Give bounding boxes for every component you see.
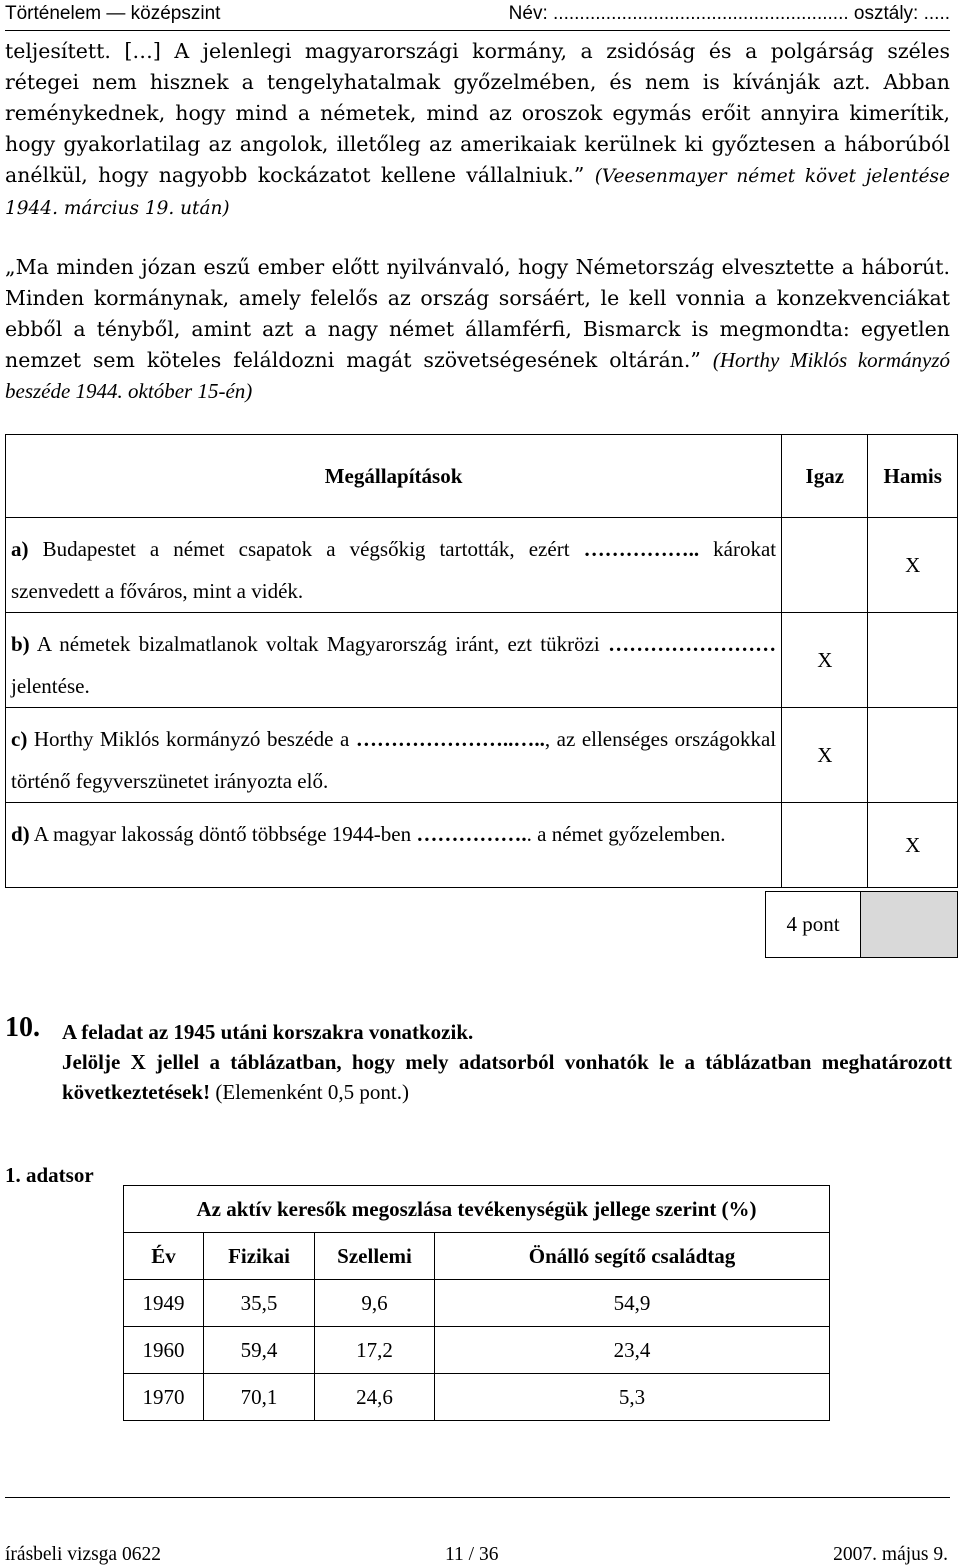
- statement-a-false-cell[interactable]: X: [868, 518, 958, 613]
- col-intellectual: Szellemi: [315, 1233, 435, 1280]
- data-table-caption: Az aktív keresők megoszlása tevékenységük jellege szerint (%): [124, 1186, 830, 1233]
- statement-b-true-cell[interactable]: X: [782, 613, 868, 708]
- statement-d-false-cell[interactable]: X: [868, 803, 958, 888]
- header-name-class: Név: ........................................................ osztály: .....: [508, 3, 950, 24]
- statement-row-b: [6, 613, 958, 708]
- col-physical: Fizikai: [204, 1233, 315, 1280]
- page-header: [5, 0, 950, 31]
- footer-page: 11 / 36: [445, 1544, 499, 1565]
- statement-a-true-cell[interactable]: [782, 518, 868, 613]
- table-row: [124, 1280, 830, 1327]
- col-year: Év: [124, 1233, 204, 1280]
- table-cell: 23,4: [435, 1327, 830, 1374]
- footer-date: 2007. május 9.: [833, 1544, 948, 1565]
- table-cell: 24,6: [315, 1374, 435, 1421]
- source-citation-2: (Horthy Miklós kormányzó beszéde 1944. október 15-én): [5, 348, 950, 403]
- statements-header-row: [6, 435, 958, 518]
- table-cell: 17,2: [315, 1327, 435, 1374]
- header-true: Igaz: [782, 435, 868, 518]
- task-instructions: [62, 1017, 952, 1107]
- table-cell: 9,6: [315, 1280, 435, 1327]
- statement-c-true-cell[interactable]: X: [782, 708, 868, 803]
- points-score-field[interactable]: [861, 892, 957, 957]
- task-line-2: Jelölje X jellel a táblázatban, hogy mely adatsorból vonhatók le a táblázatban meghatározott következtetések! (Elemenként 0,5 pont.): [62, 1050, 952, 1104]
- statement-a: a) Budapestet a német csapatok a végsőkig tartották, ezért …………….. károkat szenvedett a főváros, mint a vidék.: [6, 518, 782, 613]
- table-cell: 1960: [124, 1327, 204, 1374]
- statement-row-c: [6, 708, 958, 803]
- table-cell: 35,5: [204, 1280, 315, 1327]
- data-table-1: [123, 1185, 830, 1421]
- header-false: Hamis: [868, 435, 958, 518]
- statement-d: d) A magyar lakosság döntő többsége 1944-ben …………….. a német győzelemben.: [6, 803, 782, 888]
- source-text-2: „Ma minden józan eszű ember előtt nyilvánvaló, hogy Németország elvesztette a háborút. Minden kormánynak, amely felelős az ország sorsáért, le kell vonnia a konzekvenciákat ebből a tényből, amint azt a nagy német államférfi, Bismarck is megmondta: egyetlen nemzet sem köteles feláldozni magát szövetségesének oltárán.”: [5, 255, 950, 372]
- header-statements: Megállapítások: [6, 435, 782, 518]
- statement-c: c) Horthy Miklós kormányzó beszéde a …………………..….., az ellenséges országokkal történő fegyverszünetet irányozta elő.: [6, 708, 782, 803]
- table-row: [124, 1374, 830, 1421]
- series-label: 1. adatsor: [5, 1163, 94, 1187]
- header-subject: Történelem — középszint: [5, 3, 221, 24]
- table-cell: 54,9: [435, 1280, 830, 1327]
- statement-c-false-cell[interactable]: [868, 708, 958, 803]
- statements-table: [5, 434, 958, 888]
- statement-d-true-cell[interactable]: [782, 803, 868, 888]
- statement-row-d: [6, 803, 958, 888]
- statement-b-false-cell[interactable]: [868, 613, 958, 708]
- table-cell: 70,1: [204, 1374, 315, 1421]
- statement-b: b) A németek bizalmatlanok voltak Magyarország iránt, ezt tükrözi …………………… jelentése.: [6, 613, 782, 708]
- col-family-helper: Önálló segítő családtag: [435, 1233, 830, 1280]
- source-text-1: teljesített. […] A jelenlegi magyarországi kormány, a zsidóság és a polgárság széles rétegei nem hisznek a tengelyhatalmak győzelmében, és nem is kívánják azt. Abban reménykednek, hogy mind a németek, mind az oroszok egymás erőit annyira kimerítik, hogy gyakorlatilag az angolok, illetőleg az amerikaiak kerülnek ki győztesen a háborúból anélkül, hogy nagyobb kockázatot kellene vállalniuk.”: [5, 39, 950, 187]
- source-paragraph-2: [5, 252, 950, 407]
- task-number: 10.: [5, 1012, 40, 1043]
- table-cell: 1970: [124, 1374, 204, 1421]
- table-cell: 1949: [124, 1280, 204, 1327]
- points-box: [765, 891, 958, 958]
- task-line-1: A feladat az 1945 utáni korszakra vonatkozik.: [62, 1020, 474, 1044]
- table-cell: 59,4: [204, 1327, 315, 1374]
- statement-row-a: [6, 518, 958, 613]
- footer-divider: [5, 1497, 950, 1498]
- footer-exam: írásbeli vizsga 0622: [5, 1544, 161, 1565]
- source-citation-1: (Veesenmayer német követ jelentése 1944. március 19. után): [5, 166, 950, 219]
- source-paragraph-1: [5, 36, 950, 224]
- table-cell: 5,3: [435, 1374, 830, 1421]
- table-row: [124, 1327, 830, 1374]
- data-table-header-row: [124, 1233, 830, 1280]
- points-label: 4 pont: [766, 892, 861, 957]
